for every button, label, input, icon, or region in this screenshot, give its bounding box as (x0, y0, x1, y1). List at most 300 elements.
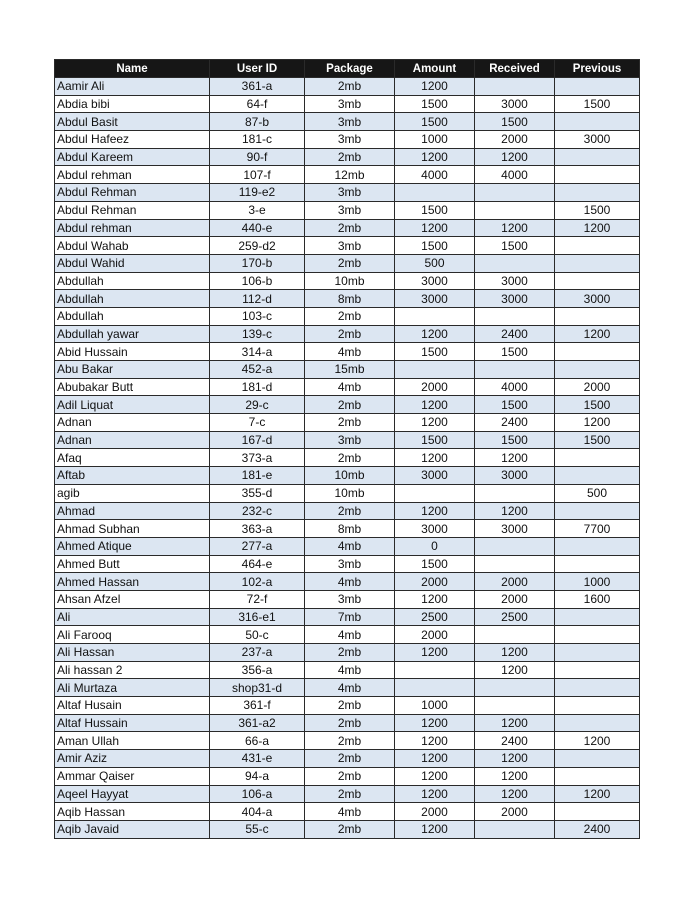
user-id-cell: 314-a (210, 343, 305, 361)
amount-cell: 1200 (395, 785, 475, 803)
received-cell: 1200 (475, 644, 555, 662)
user-id-cell: 373-a (210, 449, 305, 467)
name-cell: Altaf Husain (55, 697, 210, 715)
table-row (55, 95, 640, 113)
amount-cell: 1200 (395, 414, 475, 432)
name-cell: Abdul rehman (55, 219, 210, 237)
table-row (55, 166, 640, 184)
name-cell: Abdullah (55, 290, 210, 308)
received-cell: 1200 (475, 661, 555, 679)
column-header-received: Received (475, 60, 555, 78)
received-cell: 1200 (475, 714, 555, 732)
user-id-cell: 106-a (210, 785, 305, 803)
package-cell: 2mb (305, 148, 395, 166)
amount-cell: 1200 (395, 732, 475, 750)
package-cell: 4mb (305, 626, 395, 644)
package-cell: 4mb (305, 679, 395, 697)
previous-cell (555, 679, 640, 697)
amount-cell (395, 361, 475, 379)
package-cell: 8mb (305, 520, 395, 538)
received-cell: 3000 (475, 95, 555, 113)
package-cell: 2mb (305, 502, 395, 520)
previous-cell (555, 608, 640, 626)
previous-cell (555, 148, 640, 166)
name-cell: Afaq (55, 449, 210, 467)
previous-cell: 1500 (555, 431, 640, 449)
received-cell: 1200 (475, 219, 555, 237)
previous-cell (555, 644, 640, 662)
user-id-cell: 363-a (210, 520, 305, 538)
name-cell: Ahmed Atique (55, 537, 210, 555)
table-row (55, 78, 640, 96)
table-row (55, 820, 640, 838)
user-id-cell: 259-d2 (210, 237, 305, 255)
received-cell: 3000 (475, 467, 555, 485)
table-row (55, 414, 640, 432)
amount-cell: 1200 (395, 78, 475, 96)
received-cell: 2000 (475, 590, 555, 608)
previous-cell: 1200 (555, 219, 640, 237)
user-id-cell: 3-e (210, 201, 305, 219)
name-cell: Aftab (55, 467, 210, 485)
table-row (55, 644, 640, 662)
previous-cell: 1200 (555, 325, 640, 343)
user-id-cell: 7-c (210, 414, 305, 432)
table-row (55, 449, 640, 467)
amount-cell: 1200 (395, 714, 475, 732)
previous-cell (555, 184, 640, 202)
amount-cell: 3000 (395, 290, 475, 308)
user-id-cell: 181-e (210, 467, 305, 485)
user-id-cell: 139-c (210, 325, 305, 343)
name-cell: Aqib Hassan (55, 803, 210, 821)
received-cell: 1200 (475, 449, 555, 467)
name-cell: Abdul Wahid (55, 254, 210, 272)
previous-cell: 1600 (555, 590, 640, 608)
table-row (55, 785, 640, 803)
package-cell: 15mb (305, 361, 395, 379)
table-row (55, 555, 640, 573)
amount-cell: 2000 (395, 626, 475, 644)
user-id-cell: 464-e (210, 555, 305, 573)
name-cell: Adil Liquat (55, 396, 210, 414)
user-id-cell: 440-e (210, 219, 305, 237)
previous-cell: 7700 (555, 520, 640, 538)
user-id-cell: 112-d (210, 290, 305, 308)
column-header-amount: Amount (395, 60, 475, 78)
user-id-cell: 87-b (210, 113, 305, 131)
previous-cell (555, 449, 640, 467)
table-row (55, 184, 640, 202)
name-cell: Adnan (55, 431, 210, 449)
name-cell: Ali Murtaza (55, 679, 210, 697)
package-cell: 2mb (305, 78, 395, 96)
package-cell: 2mb (305, 697, 395, 715)
previous-cell: 2000 (555, 378, 640, 396)
previous-cell (555, 661, 640, 679)
table-row (55, 325, 640, 343)
table-row (55, 343, 640, 361)
received-cell: 4000 (475, 378, 555, 396)
previous-cell: 1000 (555, 573, 640, 591)
amount-cell: 1500 (395, 237, 475, 255)
user-id-cell: 94-a (210, 767, 305, 785)
previous-cell (555, 714, 640, 732)
amount-cell (395, 679, 475, 697)
previous-cell (555, 254, 640, 272)
name-cell: Ahsan Afzel (55, 590, 210, 608)
table-row (55, 378, 640, 396)
received-cell: 1200 (475, 148, 555, 166)
table-row (55, 767, 640, 785)
name-cell: Abdul Basit (55, 113, 210, 131)
table-row (55, 608, 640, 626)
package-cell: 3mb (305, 184, 395, 202)
package-cell: 2mb (305, 750, 395, 768)
column-header-package: Package (305, 60, 395, 78)
received-cell (475, 184, 555, 202)
received-cell (475, 537, 555, 555)
user-id-cell: 404-a (210, 803, 305, 821)
user-id-cell: 170-b (210, 254, 305, 272)
user-id-cell: 102-a (210, 573, 305, 591)
user-id-cell: 72-f (210, 590, 305, 608)
table-row (55, 750, 640, 768)
amount-cell: 1200 (395, 767, 475, 785)
package-cell: 3mb (305, 555, 395, 573)
received-cell (475, 555, 555, 573)
user-id-cell: 50-c (210, 626, 305, 644)
previous-cell: 1200 (555, 785, 640, 803)
amount-cell: 1200 (395, 396, 475, 414)
package-cell: 2mb (305, 396, 395, 414)
previous-cell: 3000 (555, 131, 640, 149)
received-cell: 1500 (475, 113, 555, 131)
previous-cell: 1200 (555, 732, 640, 750)
table-row (55, 219, 640, 237)
received-cell: 2000 (475, 803, 555, 821)
received-cell (475, 201, 555, 219)
table-row (55, 537, 640, 555)
previous-cell (555, 467, 640, 485)
table-row (55, 520, 640, 538)
name-cell: Abdul rehman (55, 166, 210, 184)
amount-cell: 1200 (395, 502, 475, 520)
amount-cell: 1000 (395, 697, 475, 715)
name-cell: Ahmad Subhan (55, 520, 210, 538)
table-row (55, 148, 640, 166)
user-id-cell: 181-c (210, 131, 305, 149)
previous-cell (555, 113, 640, 131)
table-row (55, 626, 640, 644)
package-cell: 2mb (305, 767, 395, 785)
name-cell: Ahmad (55, 502, 210, 520)
previous-cell (555, 803, 640, 821)
previous-cell (555, 502, 640, 520)
name-cell: Aqeel Hayyat (55, 785, 210, 803)
amount-cell: 1200 (395, 449, 475, 467)
name-cell: Abdul Wahab (55, 237, 210, 255)
previous-cell (555, 237, 640, 255)
previous-cell: 1500 (555, 396, 640, 414)
user-id-cell: 355-d (210, 484, 305, 502)
amount-cell: 2000 (395, 573, 475, 591)
table-row (55, 661, 640, 679)
column-header-name: Name (55, 60, 210, 78)
table-row (55, 307, 640, 325)
previous-cell (555, 361, 640, 379)
previous-cell: 1500 (555, 201, 640, 219)
package-cell: 2mb (305, 644, 395, 662)
table-row (55, 679, 640, 697)
user-id-cell: 106-b (210, 272, 305, 290)
name-cell: Abubakar Butt (55, 378, 210, 396)
user-id-cell: 316-e1 (210, 608, 305, 626)
amount-cell: 3000 (395, 272, 475, 290)
package-cell: 10mb (305, 467, 395, 485)
amount-cell: 2000 (395, 378, 475, 396)
amount-cell (395, 661, 475, 679)
package-cell: 4mb (305, 343, 395, 361)
name-cell: Abdullah (55, 307, 210, 325)
name-cell: Abdul Rehman (55, 184, 210, 202)
amount-cell: 1500 (395, 555, 475, 573)
amount-cell (395, 484, 475, 502)
amount-cell: 1200 (395, 644, 475, 662)
table-row (55, 467, 640, 485)
name-cell: Abdullah yawar (55, 325, 210, 343)
amount-cell: 1500 (395, 201, 475, 219)
user-id-cell: 237-a (210, 644, 305, 662)
table-row (55, 131, 640, 149)
package-cell: 3mb (305, 95, 395, 113)
received-cell (475, 820, 555, 838)
received-cell (475, 361, 555, 379)
received-cell: 2400 (475, 325, 555, 343)
table-row (55, 732, 640, 750)
amount-cell: 1200 (395, 219, 475, 237)
user-id-cell: 55-c (210, 820, 305, 838)
amount-cell: 1200 (395, 325, 475, 343)
table-row (55, 201, 640, 219)
received-cell (475, 626, 555, 644)
amount-cell: 0 (395, 537, 475, 555)
user-id-cell: 361-a2 (210, 714, 305, 732)
amount-cell: 1500 (395, 113, 475, 131)
table-row (55, 272, 640, 290)
received-cell: 1500 (475, 343, 555, 361)
received-cell (475, 78, 555, 96)
name-cell: Ahmed Butt (55, 555, 210, 573)
previous-cell: 1500 (555, 95, 640, 113)
table-row (55, 803, 640, 821)
table-row (55, 502, 640, 520)
received-cell: 2000 (475, 573, 555, 591)
package-cell: 3mb (305, 431, 395, 449)
package-cell: 2mb (305, 449, 395, 467)
user-id-cell: 361-a (210, 78, 305, 96)
received-cell: 1500 (475, 396, 555, 414)
received-cell (475, 307, 555, 325)
previous-cell: 500 (555, 484, 640, 502)
previous-cell (555, 272, 640, 290)
received-cell: 2400 (475, 732, 555, 750)
name-cell: Ali Farooq (55, 626, 210, 644)
received-cell: 2400 (475, 414, 555, 432)
table-row (55, 484, 640, 502)
name-cell: Adnan (55, 414, 210, 432)
amount-cell: 1200 (395, 750, 475, 768)
user-id-cell: 452-a (210, 361, 305, 379)
user-id-cell: 103-c (210, 307, 305, 325)
received-cell: 2000 (475, 131, 555, 149)
name-cell: Abu Bakar (55, 361, 210, 379)
name-cell: Abdullah (55, 272, 210, 290)
received-cell (475, 484, 555, 502)
user-id-cell: 181-d (210, 378, 305, 396)
previous-cell: 3000 (555, 290, 640, 308)
table-row (55, 431, 640, 449)
received-cell (475, 254, 555, 272)
package-cell: 2mb (305, 732, 395, 750)
previous-cell: 2400 (555, 820, 640, 838)
package-cell: 3mb (305, 131, 395, 149)
table-row (55, 290, 640, 308)
package-cell: 4mb (305, 378, 395, 396)
package-cell: 4mb (305, 661, 395, 679)
previous-cell: 1200 (555, 414, 640, 432)
previous-cell (555, 343, 640, 361)
column-header-user-id: User ID (210, 60, 305, 78)
previous-cell (555, 166, 640, 184)
column-header-previous: Previous (555, 60, 640, 78)
received-cell: 1200 (475, 502, 555, 520)
user-id-cell: 66-a (210, 732, 305, 750)
name-cell: Amir Aziz (55, 750, 210, 768)
received-cell: 1500 (475, 431, 555, 449)
previous-cell (555, 555, 640, 573)
previous-cell (555, 78, 640, 96)
table-row (55, 254, 640, 272)
user-id-cell: 431-e (210, 750, 305, 768)
user-id-cell: 167-d (210, 431, 305, 449)
name-cell: Aman Ullah (55, 732, 210, 750)
package-cell: 2mb (305, 714, 395, 732)
amount-cell: 1000 (395, 131, 475, 149)
name-cell: Ali (55, 608, 210, 626)
package-cell: 2mb (305, 254, 395, 272)
user-id-cell: 119-e2 (210, 184, 305, 202)
package-cell: 2mb (305, 325, 395, 343)
table-row (55, 113, 640, 131)
package-cell: 3mb (305, 590, 395, 608)
name-cell: Ali Hassan (55, 644, 210, 662)
received-cell: 3000 (475, 520, 555, 538)
received-cell: 1200 (475, 750, 555, 768)
name-cell: Abdul Rehman (55, 201, 210, 219)
package-cell: 10mb (305, 484, 395, 502)
received-cell (475, 679, 555, 697)
table-row (55, 590, 640, 608)
package-cell: 4mb (305, 537, 395, 555)
amount-cell: 500 (395, 254, 475, 272)
package-cell: 2mb (305, 307, 395, 325)
previous-cell (555, 537, 640, 555)
name-cell: Aamir Ali (55, 78, 210, 96)
amount-cell (395, 307, 475, 325)
amount-cell: 3000 (395, 467, 475, 485)
previous-cell (555, 626, 640, 644)
amount-cell: 1200 (395, 148, 475, 166)
user-id-cell: 29-c (210, 396, 305, 414)
package-cell: 2mb (305, 785, 395, 803)
amount-cell: 1500 (395, 431, 475, 449)
table-row (55, 573, 640, 591)
previous-cell (555, 767, 640, 785)
user-id-cell: shop31-d (210, 679, 305, 697)
amount-cell: 3000 (395, 520, 475, 538)
previous-cell (555, 307, 640, 325)
table-row (55, 361, 640, 379)
amount-cell: 2000 (395, 803, 475, 821)
package-cell: 3mb (305, 237, 395, 255)
amount-cell: 1200 (395, 590, 475, 608)
name-cell: Aqib Javaid (55, 820, 210, 838)
package-cell: 3mb (305, 201, 395, 219)
received-cell: 4000 (475, 166, 555, 184)
name-cell: Ahmed Hassan (55, 573, 210, 591)
package-cell: 8mb (305, 290, 395, 308)
package-cell: 4mb (305, 803, 395, 821)
amount-cell: 1500 (395, 343, 475, 361)
header-row (55, 60, 640, 78)
package-cell: 2mb (305, 219, 395, 237)
user-id-cell: 277-a (210, 537, 305, 555)
received-cell: 1500 (475, 237, 555, 255)
package-cell: 2mb (305, 414, 395, 432)
user-package-table (54, 59, 640, 839)
received-cell (475, 697, 555, 715)
package-cell: 12mb (305, 166, 395, 184)
user-id-cell: 356-a (210, 661, 305, 679)
amount-cell: 1500 (395, 95, 475, 113)
package-cell: 3mb (305, 113, 395, 131)
name-cell: Abid Hussain (55, 343, 210, 361)
name-cell: Abdia bibi (55, 95, 210, 113)
name-cell: Abdul Kareem (55, 148, 210, 166)
amount-cell (395, 184, 475, 202)
received-cell: 2500 (475, 608, 555, 626)
received-cell: 1200 (475, 767, 555, 785)
amount-cell: 2500 (395, 608, 475, 626)
name-cell: Altaf Hussain (55, 714, 210, 732)
received-cell: 3000 (475, 290, 555, 308)
received-cell: 1200 (475, 785, 555, 803)
package-cell: 7mb (305, 608, 395, 626)
previous-cell (555, 750, 640, 768)
table-row (55, 714, 640, 732)
name-cell: Abdul Hafeez (55, 131, 210, 149)
name-cell: Ammar Qaiser (55, 767, 210, 785)
name-cell: Ali hassan 2 (55, 661, 210, 679)
package-cell: 2mb (305, 820, 395, 838)
user-id-cell: 232-c (210, 502, 305, 520)
received-cell: 3000 (475, 272, 555, 290)
previous-cell (555, 697, 640, 715)
user-id-cell: 107-f (210, 166, 305, 184)
table-row (55, 237, 640, 255)
user-id-cell: 90-f (210, 148, 305, 166)
